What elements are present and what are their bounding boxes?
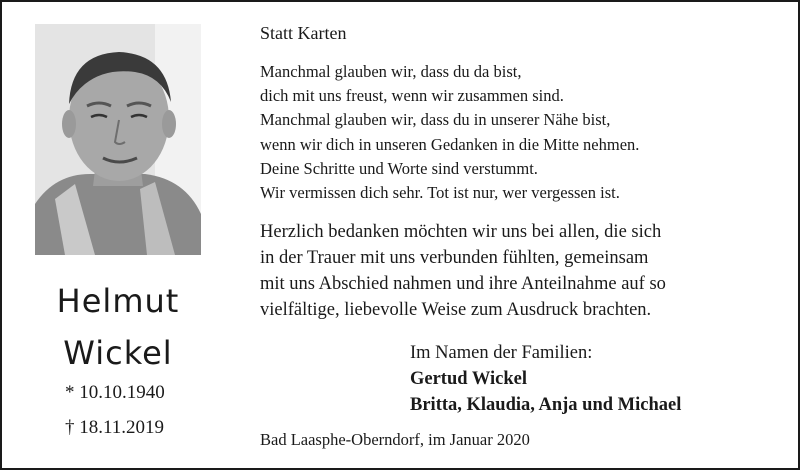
notice-header: Statt Karten — [260, 23, 347, 43]
portrait-photo — [35, 24, 201, 255]
thanks-paragraph — [260, 219, 666, 323]
signature-name: Britta, Klaudia, Anja und Michael — [410, 395, 682, 415]
signature-name: Gertud Wickel — [410, 369, 527, 389]
thanks-line: mit uns Abschied nahmen und ihre Anteilnahme auf so — [260, 274, 666, 294]
signature-block — [410, 340, 681, 418]
thanks-line: vielfältige, liebevolle Weise zum Ausdruck brachten. — [260, 300, 652, 320]
poem-line: wenn wir dich in unseren Gedanken in die Mitte nehmen. — [260, 134, 640, 154]
place-date: Bad Laasphe-Oberndorf, im Januar 2020 — [260, 430, 530, 449]
poem-line: Deine Schritte und Worte sind verstummt. — [260, 158, 538, 178]
signature-intro: Im Namen der Familien: — [410, 343, 593, 363]
poem — [260, 60, 639, 205]
poem-line: dich mit uns freust, wenn wir zusammen sind. — [260, 86, 564, 106]
deceased-first-name: Helmut — [56, 282, 180, 320]
thanks-line: Herzlich bedanken möchten wir uns bei allen, die sich — [260, 222, 662, 242]
deceased-last-name: Wickel — [63, 334, 173, 372]
poem-line: Manchmal glauben wir, dass du in unserer Nähe bist, — [260, 110, 611, 130]
birth-date: * 10.10.1940 — [65, 382, 165, 403]
poem-line: Wir vermissen dich sehr. Tot ist nur, wer vergessen ist. — [260, 183, 620, 203]
poem-line: Manchmal glauben wir, dass du da bist, — [260, 62, 522, 81]
death-date: † 18.11.2019 — [65, 417, 165, 438]
thanks-line: in der Trauer mit uns verbunden fühlten, gemeinsam — [260, 248, 649, 268]
